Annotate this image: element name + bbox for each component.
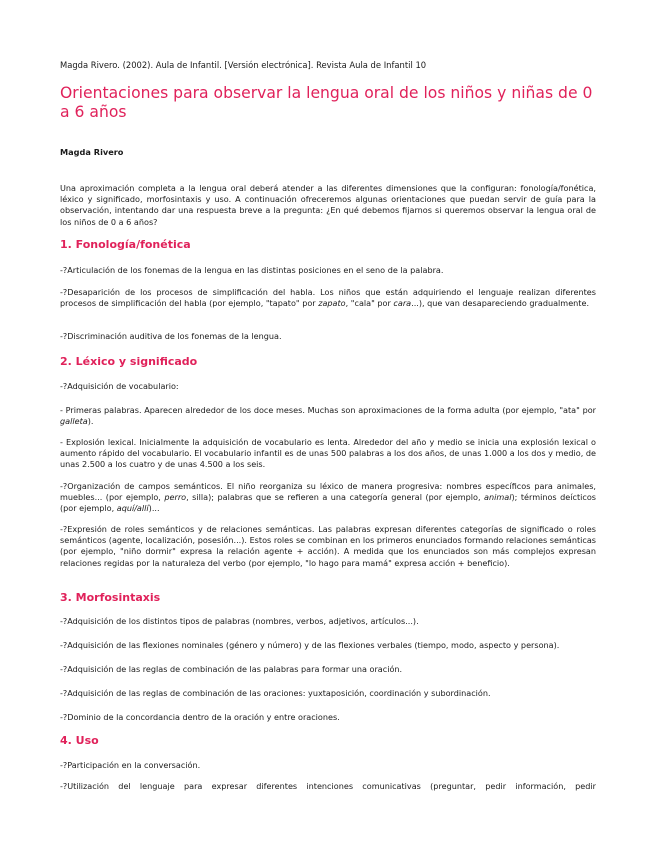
list-item: -?Dominio de la concordancia dentro de la oración y entre oraciones. — [60, 712, 340, 722]
list-item: -?Desaparición de los procesos de simplificación del habla. Los niños que están adquiriendo el lenguaje realizan diferentes procesos de simplificación del habla (por ejemplo, "tapato" por zapato, "cala" por cara...), que van desapareciendo gradualmente. — [60, 287, 596, 309]
list-item: -?Adquisición de las reglas de combinación de las oraciones: yuxtaposición, coordinación y subordinación. — [60, 688, 491, 698]
section-heading-lexico: 2. Léxico y significado — [60, 355, 198, 368]
list-item: -?Adquisición de los distintos tipos de palabras (nombres, verbos, adjetivos, artículos...). — [60, 616, 419, 626]
list-item: -?Adquisición de vocabulario: — [60, 381, 179, 391]
section-heading-uso: 4. Uso — [60, 734, 99, 747]
citation: Magda Rivero. (2002). Aula de Infantil. [Versión electrónica]. Revista Aula de Infantil 10 — [60, 60, 427, 70]
section-heading-fonologia: 1. Fonología/fonética — [60, 238, 191, 251]
list-item: -?Participación en la conversación. — [60, 760, 201, 770]
list-item: -?Adquisición de las reglas de combinación de las palabras para formar una oración. — [60, 664, 403, 674]
page-title: Orientaciones para observar la lengua oral de los niños y niñas de 0 a 6 años — [60, 84, 593, 121]
list-item: - Primeras palabras. Aparecen alrededor de los doce meses. Muchas son aproximaciones de la forma adulta (por ejemplo, "ata" por galleta). — [60, 405, 596, 427]
list-item: -?Expresión de roles semánticos y de relaciones semánticas. Las palabras expresan diferentes categorías de significado o roles semánticos (agente, localización, posesión...). Estos roles se combinan en los primeros enunciados formando relaciones semánticas (por ejemplo, "niño dormir" expresa la relación agente + acción). A medida que los enunciados son más complejos expresan relaciones regidas por la naturaleza del verbo (por ejemplo, "lo hago para mamá" expresa acción + beneficio). — [60, 524, 596, 568]
author: Magda Rivero — [60, 147, 124, 157]
list-item: -?Adquisición de las flexiones nominales (género y número) y de las flexiones verbales (tiempo, modo, aspecto y persona). — [60, 640, 560, 650]
list-item: -?Utilización del lenguaje para expresar diferentes intenciones comunicativas (preguntar, pedir información, pedir — [60, 781, 596, 791]
list-item: -?Articulación de los fonemas de la lengua en las distintas posiciones en el seno de la palabra. — [60, 265, 444, 275]
intro-paragraph: Una aproximación completa a la lengua oral deberá atender a las diferentes dimensiones que la configuran: fonología/fonética, léxico y significado, morfosintaxis y uso. A continuación ofreceremos algunas orientaciones que puedan servir de guía para la observación, intentando dar una respuesta breve a la pregunta: ¿En qué debemos fijarnos si queremos observar la lengua oral de los niños de 0 a 6 años? — [60, 183, 596, 227]
list-item: -?Discriminación auditiva de los fonemas de la lengua. — [60, 331, 282, 341]
list-item: - Explosión lexical. Inicialmente la adquisición de vocabulario es lenta. Alrededor del año y medio se inicia una explosión lexical o aumento rápido del vocabulario. El vocabulario infantil es de unas 500 palabras a los dos años, de unas 1.000 a los dos y medio, de unas 2.500 a los cuatro y de unas 4.500 a los seis. — [60, 437, 596, 470]
section-heading-morfosintaxis: 3. Morfosintaxis — [60, 591, 161, 604]
list-item: -?Organización de campos semánticos. El niño reorganiza su léxico de manera progresiva: nombres específicos para animales, muebles... (por ejemplo, perro, silla); palabras que se refieren a una categoría general (por ejemplo, animal); términos deícticos (por ejemplo, aquí/allí)... — [60, 481, 596, 514]
